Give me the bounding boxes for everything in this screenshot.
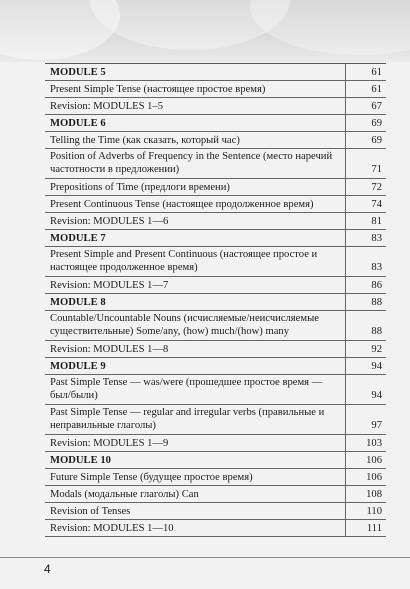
- entry-title: Countable/Uncountable Nouns (исчисляемые/неисчисляемые существительные) Some/any, (how) much/(how) many: [45, 311, 346, 340]
- entry-title: Revision: MODULES 1–5: [45, 98, 346, 114]
- entry-title: Future Simple Tense (будущее простое время): [45, 469, 346, 485]
- page-ref: 94: [371, 390, 382, 401]
- entry-title: Telling the Time (как сказать, который час): [45, 132, 346, 148]
- toc-entry-row: [45, 196, 386, 213]
- page-ref: 83: [371, 233, 382, 244]
- page-ref: 108: [366, 489, 382, 500]
- entry-title: Position of Adverbs of Frequency in the Sentence (место наречий частотности в предложении): [45, 149, 346, 178]
- page-ref: 61: [371, 67, 382, 78]
- toc-module-row: [45, 294, 386, 311]
- module-title: MODULE 6: [45, 115, 346, 131]
- entry-title: Revision: MODULES 1—6: [45, 213, 346, 229]
- toc-entry-row: [45, 81, 386, 98]
- toc-entry-row: [45, 503, 386, 520]
- page-ref: 61: [371, 84, 382, 95]
- page-ref: 83: [371, 262, 382, 273]
- footer-divider: [0, 557, 410, 558]
- page-number: 4: [44, 562, 51, 576]
- toc-entry-row: [45, 149, 386, 179]
- header-background: [0, 0, 410, 62]
- toc-entry-row: [45, 179, 386, 196]
- toc-entry-row: [45, 435, 386, 452]
- page-ref: 97: [371, 420, 382, 431]
- page-ref: 94: [371, 361, 382, 372]
- toc-entry-row: [45, 375, 386, 405]
- entry-title: Revision: MODULES 1—9: [45, 435, 346, 451]
- module-title: MODULE 7: [45, 230, 346, 246]
- module-title: MODULE 9: [45, 358, 346, 374]
- entry-title: Present Simple Tense (настоящее простое время): [45, 81, 346, 97]
- page-ref: 106: [366, 455, 382, 466]
- toc-module-row: [45, 115, 386, 132]
- toc-module-row: [45, 64, 386, 81]
- toc-entry-row: [45, 277, 386, 294]
- toc-entry-row: [45, 486, 386, 503]
- toc-entry-row: [45, 213, 386, 230]
- toc-entry-row: [45, 247, 386, 277]
- table-of-contents: [45, 63, 386, 537]
- toc-entry-row: [45, 98, 386, 115]
- entry-title: Prepositions of Time (предлоги времени): [45, 179, 346, 195]
- page-ref: 103: [366, 438, 382, 449]
- toc-module-row: [45, 230, 386, 247]
- page-ref: 110: [366, 506, 382, 517]
- entry-title: Past Simple Tense — regular and irregular verbs (правильные и неправильные глаголы): [45, 405, 346, 434]
- page-ref: 71: [371, 164, 382, 175]
- toc-module-row: [45, 358, 386, 375]
- entry-title: Modals (модальные глаголы) Can: [45, 486, 346, 502]
- toc-entry-row: [45, 520, 386, 537]
- page-ref: 74: [371, 199, 382, 210]
- page-ref: 92: [371, 344, 382, 355]
- toc-entry-row: [45, 132, 386, 149]
- entry-title: Revision: MODULES 1—7: [45, 277, 346, 293]
- page-ref: 67: [371, 101, 382, 112]
- decorative-shape: [250, 0, 410, 55]
- page-ref: 69: [371, 118, 382, 129]
- entry-title: Past Simple Tense — was/were (прошедшее простое время — был/были): [45, 375, 346, 404]
- module-title: MODULE 10: [45, 452, 346, 468]
- module-title: MODULE 8: [45, 294, 346, 310]
- page-ref: 86: [371, 280, 382, 291]
- module-title: MODULE 5: [45, 64, 346, 80]
- page-ref: 111: [366, 523, 382, 534]
- entry-title: Present Simple and Present Continuous (настоящее простое и настоящее продолженное время): [45, 247, 346, 276]
- toc-entry-row: [45, 341, 386, 358]
- page-ref: 88: [371, 326, 382, 337]
- toc-entry-row: [45, 469, 386, 486]
- toc-entry-row: [45, 311, 386, 341]
- entry-title: Revision of Tenses: [45, 503, 346, 519]
- toc-module-row: [45, 452, 386, 469]
- page-ref: 72: [371, 182, 382, 193]
- entry-title: Revision: MODULES 1—8: [45, 341, 346, 357]
- page-ref: 106: [366, 472, 382, 483]
- page-ref: 88: [371, 297, 382, 308]
- page-ref: 81: [371, 216, 382, 227]
- entry-title: Present Continuous Tense (настоящее продолженное время): [45, 196, 346, 212]
- entry-title: Revision: MODULES 1—10: [45, 520, 346, 536]
- page-ref: 69: [371, 135, 382, 146]
- toc-entry-row: [45, 405, 386, 435]
